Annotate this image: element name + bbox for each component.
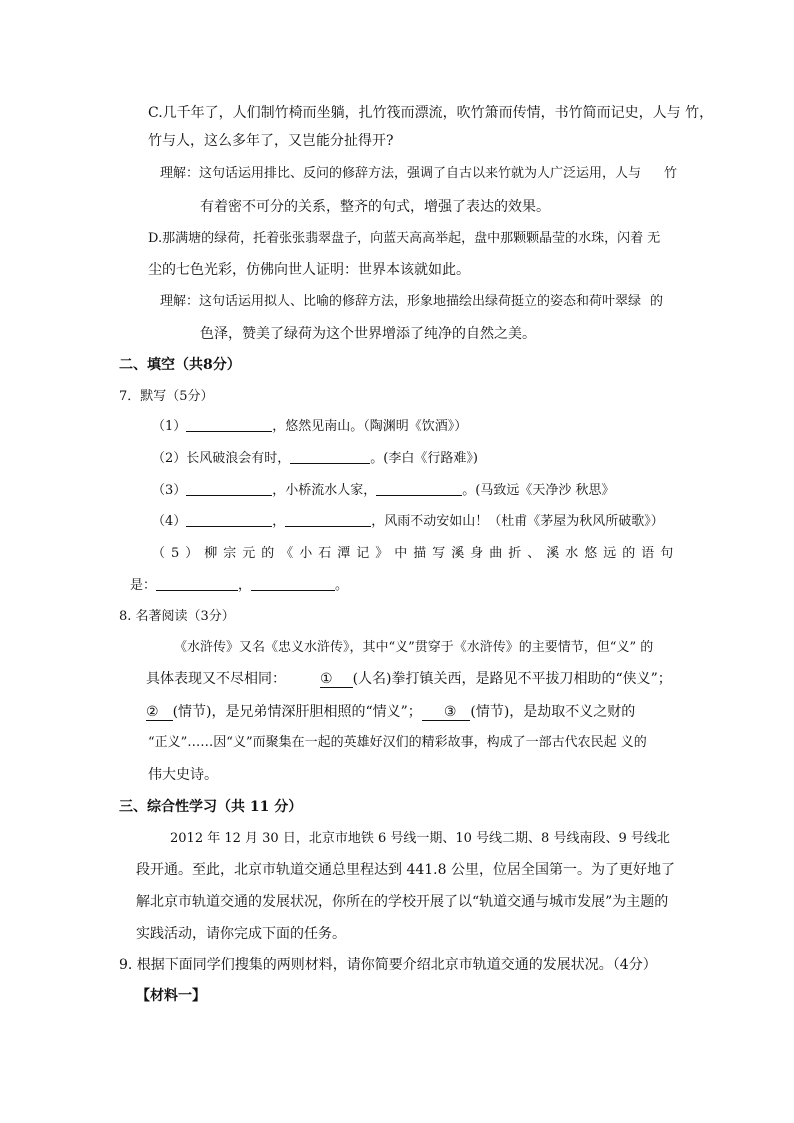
answer-blank[interactable] xyxy=(251,576,335,591)
q7-item-5-line1: （5）柳宗元的《小石潭记》中描写溪身曲折、溪水悠远的语句 xyxy=(152,546,680,561)
q9-text: 9. 根据下面同学们搜集的两则材料，请你简要介绍北京市轨道交通的发展状况。（4分） xyxy=(119,957,657,973)
q7-item-1 xyxy=(152,417,467,437)
q7-item-4-text: ，风雨不动安如山！（杜甫《茅屋为秋风所破歌》） xyxy=(371,514,664,529)
section-3-heading: 三、综合性学习（共 11 分） xyxy=(119,799,303,815)
answer-blank[interactable] xyxy=(186,481,272,496)
answer-blank[interactable] xyxy=(285,512,371,527)
q8-line2 xyxy=(146,669,672,689)
q7-item-5-line2 xyxy=(130,576,348,596)
q7-item-5-separator: ， xyxy=(238,578,252,593)
option-d-understanding-tail: 的 xyxy=(650,294,664,309)
q7-item-4-separator: ， xyxy=(272,514,286,529)
q7-item-3-text: ，小桥流水人家， xyxy=(272,483,377,498)
section-3-para-line4: 实践活动，请你完成下面的任务。 xyxy=(136,926,346,942)
option-c-understanding-tail: 竹 xyxy=(664,166,678,181)
option-c-line1: C.几千年了，人们制竹椅而坐躺，扎竹筏而漂流，吹竹箫而传情，书竹简而记史，人与 竹， xyxy=(148,105,714,121)
q8-blank-3[interactable]: ③ xyxy=(422,704,471,721)
q8-line4: “正义”……因“义”而聚集在一起的英雄好汉们的精彩故事，构成了一部古代农民起 义的 xyxy=(148,735,647,750)
q8-line3-text: (情节)，是兄弟情深肝胆相照的“情义”； xyxy=(172,704,422,720)
q7-item-3 xyxy=(152,481,615,501)
answer-blank[interactable] xyxy=(156,576,238,591)
q8-line2-rest: (人名)拳打镇关西，是路见不平拔刀相助的“侠义”； xyxy=(352,671,672,687)
section-2-heading: 二、填空（共8分） xyxy=(119,357,241,373)
q8-title: 8. 名著阅读（3分） xyxy=(119,609,235,624)
option-c-understanding-line1: 理解：这句话运用排比、反问的修辞方法，强调了自古以来竹就为人广泛运用，人与 xyxy=(160,166,642,181)
q8-line3 xyxy=(146,702,635,722)
q7-item-5-end: 。 xyxy=(335,578,349,593)
q7-item-2-source: 。(李白《行路难》) xyxy=(370,451,478,466)
q8-line1: 《水浒传》又名《忠义水浒传》，其中“义”贯穿于《水浒传》的主要情节，但“义” 的 xyxy=(174,640,654,655)
q8-line3-rest: (情节)，是劫取不义之财的 xyxy=(470,704,636,720)
option-d-line2: 尘的七色光彩，仿佛向世人证明：世界本该就如此。 xyxy=(148,262,470,278)
q7-item-3-number: （3） xyxy=(152,483,187,498)
option-c-understanding-line2: 有着密不可分的关系，整齐的句式，增强了表达的效果。 xyxy=(200,199,550,215)
option-d-understanding-line1: 理解：这句话运用拟人、比喻的修辞方法，形象地描绘出绿荷挺立的姿态和荷叶翠绿 xyxy=(160,294,642,309)
answer-blank[interactable] xyxy=(376,481,462,496)
answer-blank[interactable] xyxy=(290,449,370,464)
q8-line5: 伟大史诗。 xyxy=(148,767,218,783)
q8-line2-text: 具体表现又不尽相同： xyxy=(146,671,286,687)
option-d-understanding-line2: 色泽，赞美了绿荷为这个世界增添了纯净的自然之美。 xyxy=(200,326,536,342)
answer-blank[interactable] xyxy=(186,512,272,527)
answer-blank[interactable] xyxy=(186,417,272,432)
q7-item-3-source: 。(马致远《天净沙 秋思》 xyxy=(462,483,615,498)
material-1-label: 【材料一】 xyxy=(136,988,206,1004)
q7-item-4 xyxy=(152,512,664,532)
section-3-para-line2: 段开通。至此，北京市轨道交通总里程达到 441.8 公里，位居全国第一。为了更好地了 xyxy=(136,862,675,878)
q7-item-2 xyxy=(152,449,478,469)
section-3-para-line3: 解北京市轨道交通的发展状况，你所在的学校开展了以“轨道交通与城市发展”为主题的 xyxy=(136,894,669,910)
q7-title: 7．默写（5分） xyxy=(119,389,214,404)
q7-item-2-text: （2）长风破浪会有时， xyxy=(152,451,291,466)
option-d-line1: D.那满塘的绿荷，托着张张翡翠盘子，向蓝天高高举起，盘中那颗颗晶莹的水珠，闪着 无 xyxy=(148,231,661,246)
option-c-line2: 竹与人，这么多年了，又岂能分扯得开? xyxy=(148,133,394,149)
q7-item-1-number: （1） xyxy=(152,419,187,434)
q7-item-4-number: （4） xyxy=(152,514,187,529)
q8-blank-1[interactable]: ① xyxy=(320,671,353,688)
q7-item-1-text: ，悠然见南山。（陶渊明《饮酒》） xyxy=(272,419,468,434)
section-3-para-line1: 2012 年 12 月 30 日，北京市地铁 6 号线一期、10 号线二期、8 号线南段、9 号线北 xyxy=(170,831,670,846)
q8-blank-2[interactable]: ② xyxy=(146,704,173,721)
q7-item-5-prefix: 是： xyxy=(130,578,157,593)
